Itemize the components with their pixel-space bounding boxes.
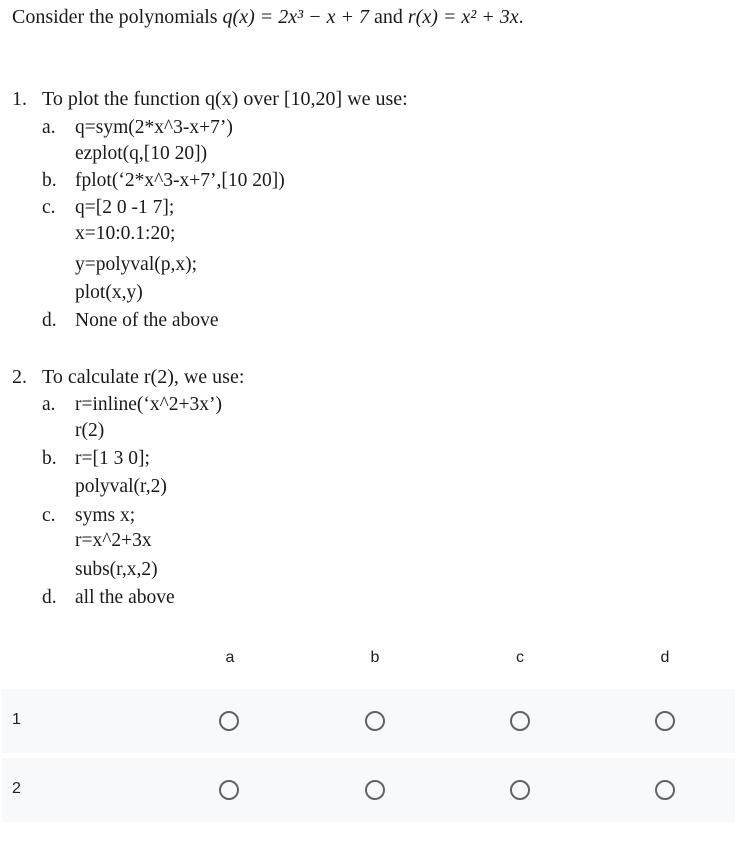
grid-row-2 [2,758,735,822]
q2-option-b-letter: b. [42,448,57,469]
question-1-stem: To plot the function q(x) over [10,20] we use: [42,88,408,110]
q2-option-c-letter: c. [42,505,56,526]
q1-option-c-line: x=10:0.1:20; [75,223,176,244]
q1-option-d-line: None of the above [75,310,219,331]
grid-row-label: 1 [12,711,21,728]
q1-option-a-line: ezplot(q,[10 20]) [75,143,208,164]
radio-row2-c[interactable] [510,780,530,800]
question-2-number: 2. [12,366,27,388]
q-polynomial: q(x) = 2x³ − x + 7 [222,6,369,28]
intro-prefix: Consider the polynomials [12,6,223,28]
question-1-number: 1. [12,88,27,110]
q1-option-a-letter: a. [42,117,56,138]
q1-option-c-line: y=polyval(p,x); [75,254,198,275]
q1-option-c-line: q=[2 0 -1 7]; [75,197,175,218]
intro-statement [12,6,524,29]
q2-option-c-line: syms x; [75,505,136,526]
q1-option-c-letter: c. [42,197,56,218]
grid-row-label: 2 [12,780,21,797]
grid-column-b: b [370,649,380,666]
intro-middle: and [368,6,408,28]
grid-row-1 [2,689,735,753]
r-polynomial: r(x) = x² + 3x [407,6,519,28]
radio-row2-d[interactable] [655,780,675,800]
q2-option-c-line: r=x^2+3x [75,530,152,551]
radio-row1-c[interactable] [510,711,530,731]
q2-option-c-line: subs(r,x,2) [75,559,158,580]
question-2-stem: To calculate r(2), we use: [42,366,245,388]
q1-option-b-line: fplot(‘2*x^3-x+7’,[10 20]) [75,170,285,191]
radio-row2-a[interactable] [219,780,239,800]
q2-option-d-line: all the above [75,587,175,608]
q1-option-c-line: plot(x,y) [75,282,143,303]
grid-column-headers [0,645,737,675]
q2-option-b-line: polyval(r,2) [75,476,167,497]
grid-column-d: d [660,649,670,666]
radio-row1-b[interactable] [365,711,385,731]
radio-row1-a[interactable] [219,711,239,731]
radio-row1-d[interactable] [655,711,675,731]
q1-option-d-letter: d. [42,310,57,331]
radio-row2-b[interactable] [365,780,385,800]
q2-option-d-letter: d. [42,587,57,608]
grid-column-c: c [516,649,524,666]
q1-option-a-line: q=sym(2*x^3-x+7’) [75,117,233,138]
q1-option-b-letter: b. [42,170,57,191]
q2-option-b-line: r=[1 3 0]; [75,448,150,469]
intro-suffix: . [518,6,524,28]
q2-option-a-line: r=inline(‘x^2+3x’) [75,394,223,415]
q2-option-a-letter: a. [42,394,56,415]
q2-option-a-line: r(2) [75,420,105,441]
grid-column-a: a [225,649,235,666]
